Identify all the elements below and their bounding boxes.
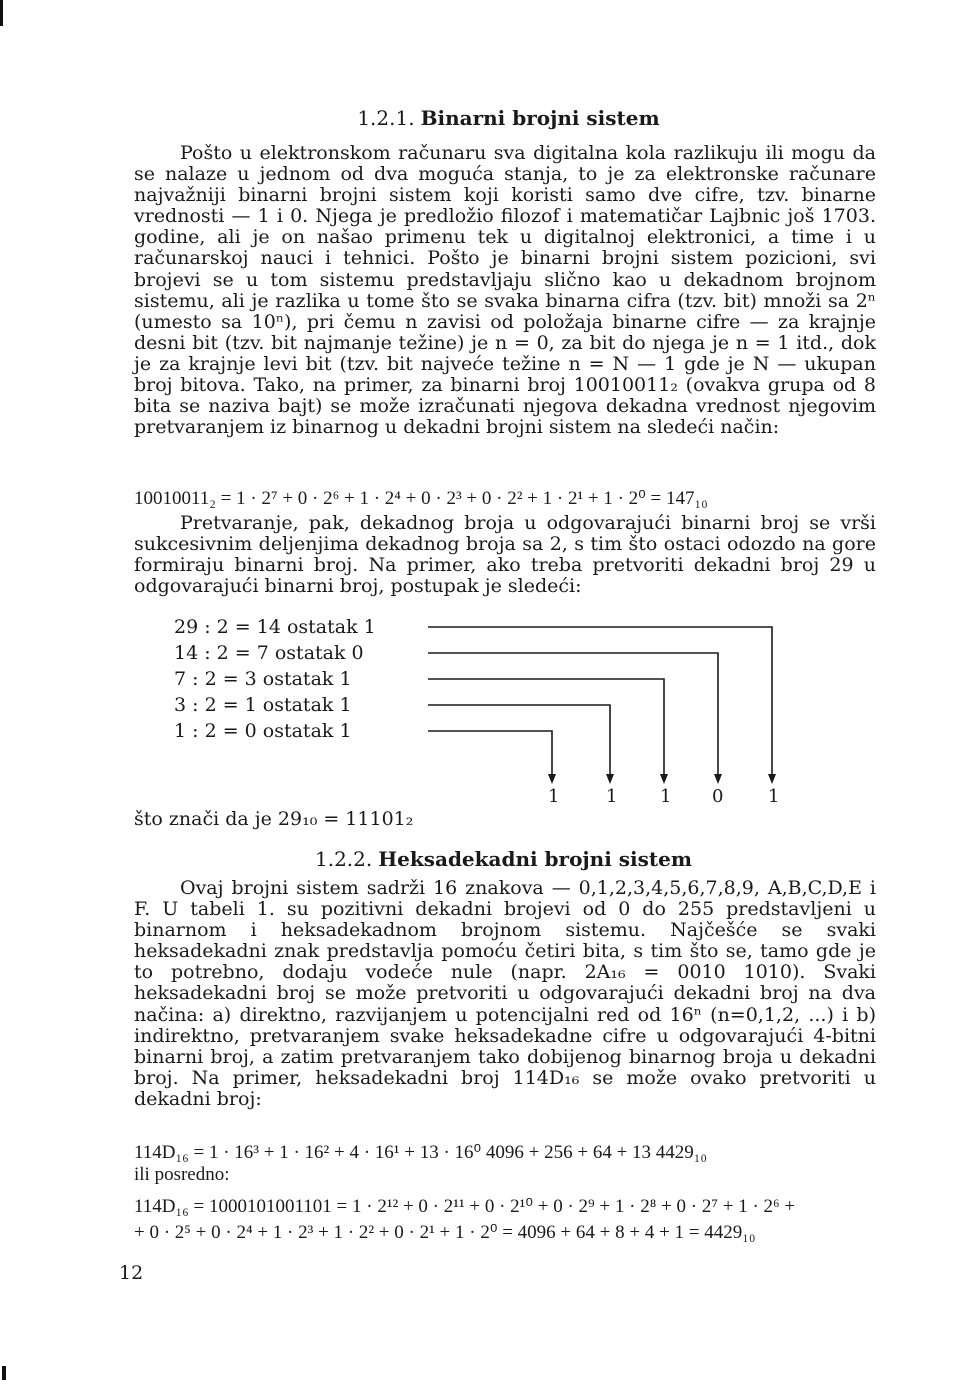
arrow-head bbox=[660, 774, 668, 784]
section-title: Binarni brojni sistem bbox=[420, 106, 660, 130]
division-row: 29 : 2 = 14 ostatak 1 bbox=[174, 616, 376, 638]
conversion-formula: + 0 · 2⁵ + 0 · 2⁴ + 1 · 2³ + 1 · 2² + 0 · 2¹ + 1 · 2⁰ = 4096 + 64 + 8 + 4 + 1 = 4429₁₀ bbox=[134, 1222, 756, 1243]
conversion-formula: 114D₁₆ = 1000101001101 = 1 · 2¹² + 0 · 2¹¹ + 0 · 2¹⁰ + 0 · 2⁹ + 1 · 2⁸ + 0 · 2⁷ + 1 · 2⁶ + bbox=[134, 1196, 796, 1217]
page-number: 12 bbox=[119, 1262, 144, 1284]
section-heading bbox=[0, 847, 973, 871]
result-bit: 1 bbox=[768, 786, 780, 807]
conversion-formula: 114D₁₆ = 1 · 16³ + 1 · 16² + 4 · 16¹ + 13 · 16⁰ 4096 + 256 + 64 + 13 4429₁₀ bbox=[134, 1142, 708, 1163]
section-number: 1.2.1. bbox=[357, 106, 415, 130]
arrow-head bbox=[606, 774, 614, 784]
result-bit: 1 bbox=[548, 786, 560, 807]
conversion-formula: 10010011₂ = 1 · 2⁷ + 0 · 2⁶ + 1 · 2⁴ + 0 · 2³ + 0 · 2² + 1 · 2¹ + 1 · 2⁰ = 147₁₀ bbox=[134, 488, 708, 509]
arrow-line bbox=[428, 705, 610, 776]
arrow-line bbox=[428, 627, 772, 776]
arrow-head bbox=[768, 774, 776, 784]
result-bit: 1 bbox=[606, 786, 618, 807]
division-row: 14 : 2 = 7 ostatak 0 bbox=[174, 642, 364, 664]
paragraph: Pošto u elektronskom računaru sva digitalna kola razlikuju ili mogu da se nalaze u jednom od dva moguća stanja, to je za elektronske računare najvažniji binarni brojni sistem koji koristi samo dve cifre, tzv. binarne vrednosti — 1 i 0. Njega je predložio filozof i matematičar Lajbnic još 1703. godine, ali je on našao primenu tek u digitalnoj elektronici, a time i u računarskoj nauci i tehnici. Pošto je binarni brojni sistem pozicioni, svi brojevi se u tom sistemu predstavljaju slično kao u dekadnom brojnom sistemu, ali je razlika u tome što se svaka binarna cifra (tzv. bit) množi sa 2ⁿ (umesto sa 10ⁿ), pri čemu n zavisi od položaja binarne cifre — za krajnje desni bit (tzv. bit najmanje težine) je n = 0, za bit do njega je n = 1 itd., dok je za krajnje levi bit (tzv. bit najveće težine n = N — 1 gde je N — ukupan broj bitova. Tako, na primer, za binarni broj 10010011₂ (ovakva grupa od 8 bita se naziva bajt) se može izračunati njegova dekadna vrednost njegovim pretvaranjem iz binarnog u dekadni brojni sistem na sledeći način: bbox=[134, 142, 876, 439]
arrow-head bbox=[548, 774, 556, 784]
arrow-line bbox=[428, 679, 664, 776]
paragraph: Pretvaranje, pak, dekadnog broja u odgovarajući binarni broj se vrši sukcesivnim deljenjima dekadnog broja sa 2, s tim što ostaci odozdo na gore formiraju binarni broj. Na primer, ako treba pretvoriti dekadni broj 29 u odgovarajući binarni broj, postupak je sledeći: bbox=[134, 512, 876, 598]
division-row: 1 : 2 = 0 ostatak 1 bbox=[174, 720, 352, 742]
arrow-head bbox=[714, 774, 722, 784]
result-bit: 1 bbox=[660, 786, 672, 807]
division-row: 3 : 2 = 1 ostatak 1 bbox=[174, 694, 352, 716]
formula-label: ili posredno: bbox=[134, 1164, 230, 1185]
section-title: Heksadekadni brojni sistem bbox=[378, 847, 692, 871]
arrow-line bbox=[428, 731, 552, 776]
result-bit: 0 bbox=[712, 786, 724, 807]
arrow-line bbox=[428, 653, 718, 776]
paragraph: Ovaj brojni sistem sadrži 16 znakova — 0,1,2,3,4,5,6,7,8,9, A,B,C,D,E i F. U tabeli 1. su pozitivni dekadni brojevi od 0 do 255 predstavljeni u binarnom i heksadekadnom brojnom sistemu. Najčešće se svaki heksadekadni znak predstavlja pomoću četiri bita, s tim što se, tamo gde je to potrebno, dodaju vodeće nule (napr. 2A₁₆ = 0010 1010). Svaki heksadekadni broj se može pretvoriti u odgovarajući dekadni broj na dva načina: a) direktno, razvijanjem u potencijalni red od 16ⁿ (n=0,1,2, ...) i b) indirektno, pretvaranjem svake heksadekadne cifre u odgovarajući 4-bitni binarni broj, a zatim pretvaranjem tako dobijenog binarnog broja u dekadni broj. Na primer, heksadekadni broj 114D₁₆ se može ovako pretvoriti u dekadni broj: bbox=[134, 877, 876, 1110]
section-number: 1.2.2. bbox=[315, 847, 373, 871]
division-row: 7 : 2 = 3 ostatak 1 bbox=[174, 668, 352, 690]
result-statement: što znači da je 29₁₀ = 11101₂ bbox=[134, 808, 414, 830]
